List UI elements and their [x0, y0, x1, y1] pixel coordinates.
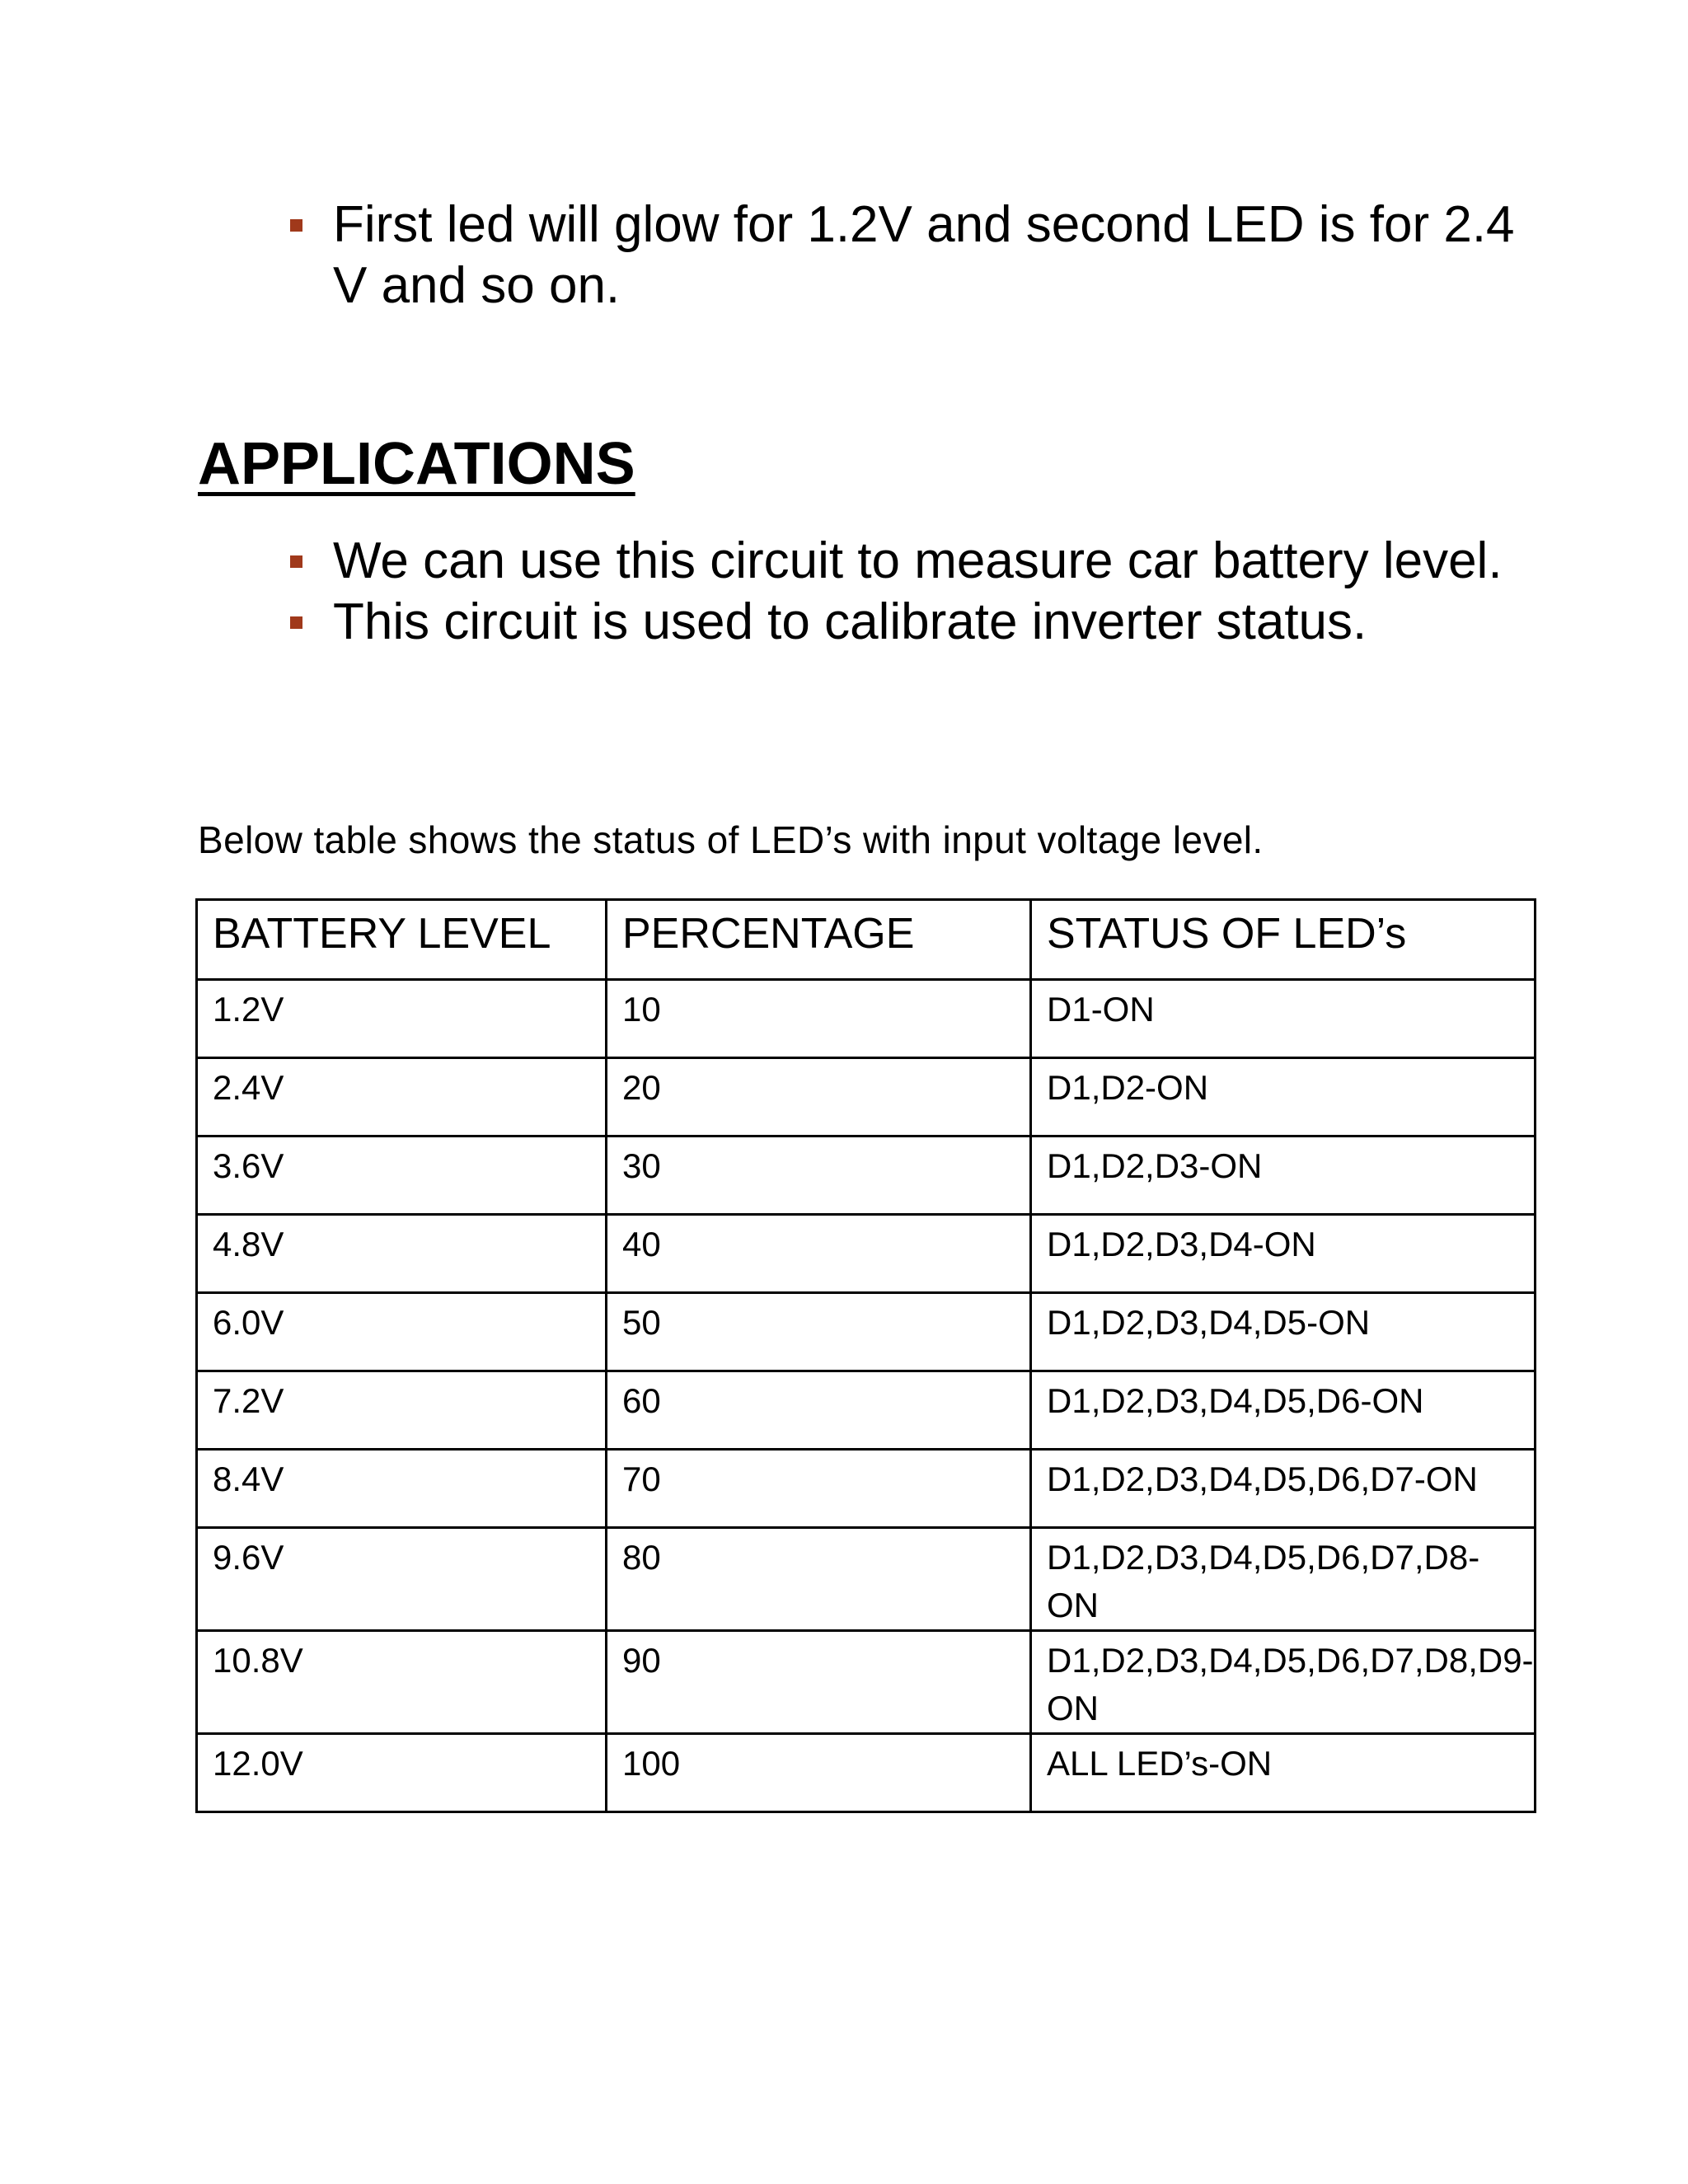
table-row: [197, 1450, 1536, 1528]
table-row: [197, 1293, 1536, 1371]
table-header-row: [197, 900, 1536, 980]
table-row: [197, 1215, 1536, 1293]
cell-battery-level: 9.6V: [197, 1528, 607, 1631]
cell-led-status: D1,D2,D3-ON: [1031, 1137, 1536, 1215]
cell-percentage: 80: [607, 1528, 1031, 1631]
cell-battery-level: 7.2V: [197, 1371, 607, 1450]
bullet-item: [280, 194, 1517, 316]
header-battery-level: BATTERY LEVEL: [197, 900, 607, 980]
cell-led-status: D1-ON: [1031, 980, 1536, 1058]
cell-battery-level: 2.4V: [197, 1058, 607, 1137]
cell-led-status: ALL LED’s-ON: [1031, 1734, 1536, 1812]
cell-led-status: D1,D2,D3,D4,D5-ON: [1031, 1293, 1536, 1371]
cell-percentage: 90: [607, 1631, 1031, 1734]
bullet-text: First led will glow for 1.2V and second LED is for 2.4 V and so on.: [333, 196, 1515, 314]
cell-led-status: D1,D2-ON: [1031, 1058, 1536, 1137]
cell-percentage: 100: [607, 1734, 1031, 1812]
table-row: [197, 1734, 1536, 1812]
cell-battery-level: 6.0V: [197, 1293, 607, 1371]
cell-percentage: 60: [607, 1371, 1031, 1450]
cell-battery-level: 1.2V: [197, 980, 607, 1058]
square-bullet-icon: [290, 219, 302, 232]
header-percentage: PERCENTAGE: [607, 900, 1031, 980]
cell-battery-level: 12.0V: [197, 1734, 607, 1812]
section-heading: APPLICATIONS: [198, 431, 635, 497]
cell-led-status: D1,D2,D3,D4-ON: [1031, 1215, 1536, 1293]
battery-level-table: [195, 898, 1536, 1813]
table-row: [197, 1137, 1536, 1215]
square-bullet-icon: [290, 555, 302, 568]
bullet-item: [280, 531, 1517, 592]
cell-led-status: D1,D2,D3,D4,D5,D6-ON: [1031, 1371, 1536, 1450]
bullet-text: We can use this circuit to measure car battery level.: [333, 532, 1503, 589]
cell-battery-level: 10.8V: [197, 1631, 607, 1734]
cell-led-status: D1,D2,D3,D4,D5,D6,D7,D8,D9-ON: [1031, 1631, 1536, 1734]
table-row: [197, 1631, 1536, 1734]
cell-percentage: 50: [607, 1293, 1031, 1371]
cell-led-status: D1,D2,D3,D4,D5,D6,D7,D8-ON: [1031, 1528, 1536, 1631]
table-row: [197, 1371, 1536, 1450]
cell-percentage: 30: [607, 1137, 1031, 1215]
cell-led-status: D1,D2,D3,D4,D5,D6,D7-ON: [1031, 1450, 1536, 1528]
cell-percentage: 10: [607, 980, 1031, 1058]
header-status-of-leds: STATUS OF LED’s: [1031, 900, 1536, 980]
cell-percentage: 70: [607, 1450, 1031, 1528]
bullet-item: [280, 592, 1517, 653]
cell-battery-level: 4.8V: [197, 1215, 607, 1293]
applications-bullet-list: [280, 531, 1517, 653]
cell-battery-level: 8.4V: [197, 1450, 607, 1528]
table-intro-text: Below table shows the status of LED’s with input voltage level.: [198, 818, 1264, 861]
table-row: [197, 1058, 1536, 1137]
square-bullet-icon: [290, 616, 302, 629]
table-row: [197, 1528, 1536, 1631]
cell-percentage: 40: [607, 1215, 1031, 1293]
cell-percentage: 20: [607, 1058, 1031, 1137]
bullet-text: This circuit is used to calibrate inverter status.: [333, 593, 1367, 650]
table-row: [197, 980, 1536, 1058]
intro-bullet-list: [280, 194, 1517, 316]
cell-battery-level: 3.6V: [197, 1137, 607, 1215]
